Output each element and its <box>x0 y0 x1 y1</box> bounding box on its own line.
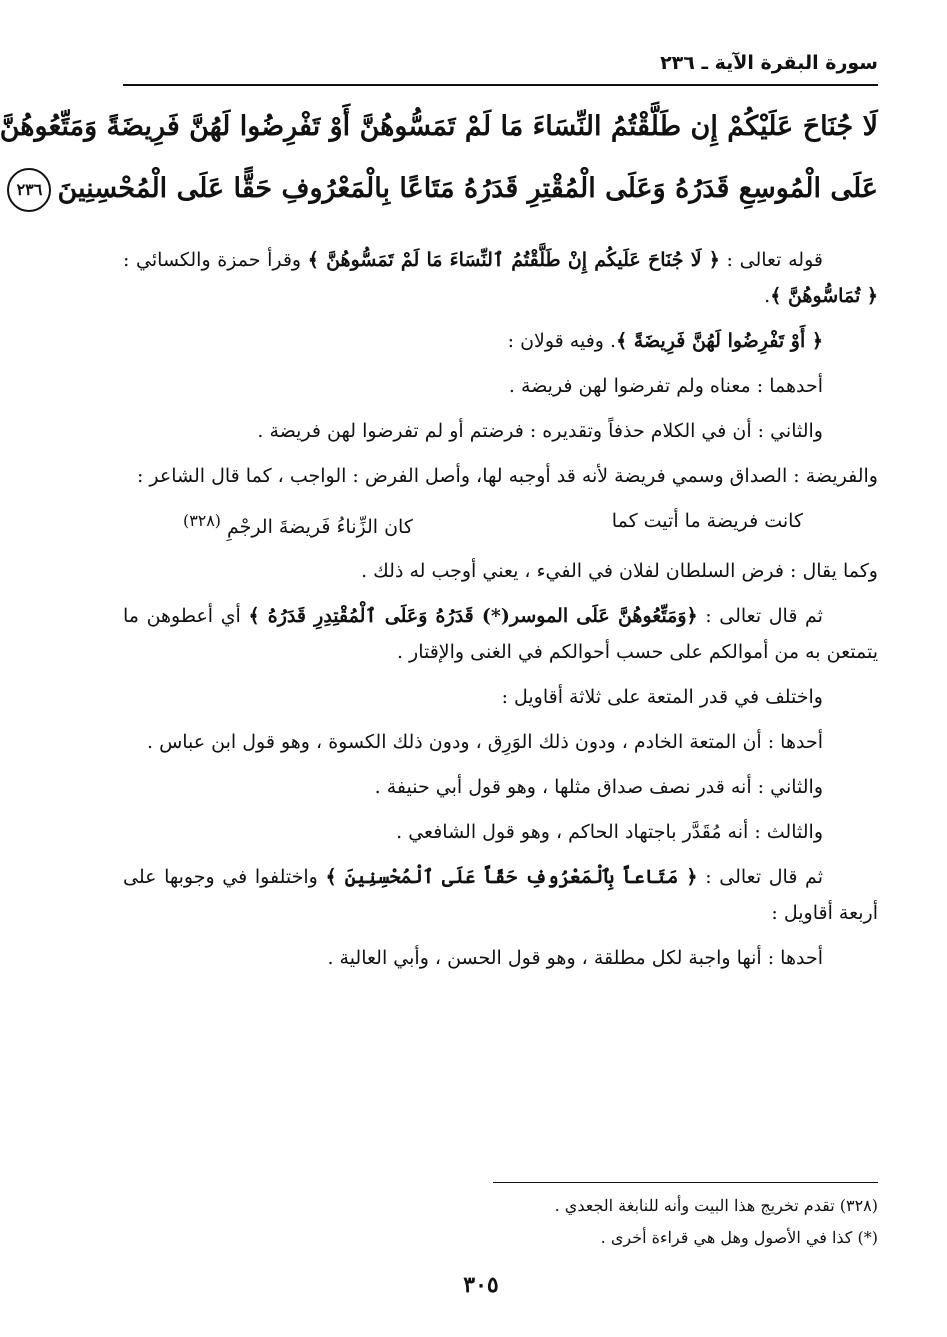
paragraph-3: أحدهما : معناه ولم تفرضوا لهن فريضة . <box>508 375 823 397</box>
footnote-2: (*) كذا في الأصول وهل هي قراءة أخرى . <box>600 1228 878 1247</box>
verse-line-1: لَا جُنَاحَ عَلَيْكُمْ إِن طَلَّقْتُمُ النِّسَاءَ مَا لَمْ تَمَسُّوهُنَّ أَوْ تَفْرِضُوا لَهُنَّ فَرِيضَةً وَمَتِّعُوهُنَّ <box>0 111 878 142</box>
paragraph-9: أحدها : أن المتعة الخادم ، ودون ذلك الوَرِق ، ودون ذلك الكسوة ، وهو قول ابن عباس . <box>146 731 823 754</box>
paragraph-6: وكما يقال : فرض السلطان لفلان في الفيء ، يعني أوجب له ذلك . <box>361 560 878 583</box>
header-rule <box>123 84 878 86</box>
quran-quote: ﴿ تُمَاسُّوهُنَّ ﴾ <box>770 285 878 307</box>
page-number: ٣٠٥ <box>463 1272 499 1298</box>
footnote-1: (٣٢٨) تقدم تخريج هذا البيت وأنه للنابغة الجعدي . <box>554 1196 878 1215</box>
paragraph-8: واختلف في قدر المتعة على ثلاثة أقاويل : <box>501 686 823 709</box>
ayah-number-mark: ٢٣٦ <box>7 168 51 212</box>
footnotes <box>123 1190 878 1254</box>
poem-verse <box>123 503 878 545</box>
poem-hemistich-2: كان الزِّناءُ فَريضةَ الرجْمِ $^{(٣٢٨)}$ <box>183 511 413 539</box>
paragraph-11: والثالث : أنه مُقَدَّر باجتهاد الحاكم ، وهو قول الشافعي . <box>396 821 823 844</box>
paragraph-10: والثاني : أنه قدر نصف صداق مثلها ، وهو قول أبي حنيفة . <box>374 776 823 799</box>
verse-line-2 <box>16 158 878 220</box>
quran-quote: ﴿ أَوْ تَفْرِضُوا لَهُنَّ فَرِيضَةً ﴾ <box>616 330 823 352</box>
paragraph-4: والثاني : أن في الكلام حذفاً وتقديره : فرضتم أو لم تفرضوا لهن فريضة . <box>257 420 823 442</box>
footnote-ref: (٣٢٨) <box>183 511 221 530</box>
quran-quote: ﴿وَمَتِّعُوهُنَّ عَلَى الموسر(*) قَدَرُهُ وَعَلَى ٱلْمُقْتِدِرِ قَدَرُهُ ﴾ <box>248 605 698 628</box>
paragraph-2: ﴿ أَوْ تَفْرِضُوا لَهُنَّ فَرِيضَةً ﴾. وفيه قولان : <box>507 330 823 352</box>
footnote-rule <box>493 1182 878 1183</box>
verse-line-2-text: عَلَى الْمُوسِعِ قَدَرُهُ وَعَلَى الْمُقْتِرِ قَدَرُهُ مَتَاعًا بِالْمَعْرُوفِ حَقًّا عَلَى الْمُحْسِنِينَ <box>57 173 878 204</box>
quran-verse <box>0 96 878 220</box>
page-header <box>123 46 878 86</box>
paragraph-7: ثم قال تعالى : ﴿وَمَتِّعُوهُنَّ عَلَى الموسر(*) قَدَرُهُ وَعَلَى ٱلْمُقْتِدِرِ قَدَرُهُ ﴾ أي أعطوهن ما يتمتعن به من أموالكم على حسب أحوالكم في الغنى والإقتار . <box>123 605 878 664</box>
paragraph-1: قوله تعالى : ﴿ لَا جُنَاحَ عَلَيكُم إِنْ طَلَّقْتُمُ ٱلنِّسَاءَ مَا لَمْ تَمَسُّوهُنَّ ﴾ وقرأ حمزة والكسائي : ﴿ تُمَاسُّوهُنَّ ﴾. <box>123 249 878 307</box>
paragraph-12: ثم قال تعالى : ﴿ مَتَاعاً بِٱلْمَعْرُوفِ حَقّاً عَلَى ٱلْمُحْسِنِينَ ﴾ واختلفوا في وجوبها على أربعة أقاويل : <box>123 866 878 925</box>
running-title: سورة البقرة الآية ـ ٢٣٦ <box>660 52 878 74</box>
commentary-text <box>123 242 878 985</box>
poem-hemistich-1: كانت فريضة ما أتيت كما <box>611 510 803 532</box>
paragraph-5: والفريضة : الصداق وسمي فريضة لأنه قد أوجبه لها، وأصل الفرض : الواجب ، كما قال الشاعر : <box>136 465 878 487</box>
paragraph-13: أحدها : أنها واجبة لكل مطلقة ، وهو قول الحسن ، وأبي العالية . <box>327 947 823 970</box>
quran-quote: ﴿ مَتَاعاً بِٱلْمَعْرُوفِ حَقّاً عَلَى ٱلْمُحْسِنِينَ ﴾ <box>325 866 698 889</box>
quran-quote: ﴿ لَا جُنَاحَ عَلَيكُم إِنْ طَلَّقْتُمُ ٱلنِّسَاءَ مَا لَمْ تَمَسُّوهُنَّ ﴾ <box>307 249 720 271</box>
